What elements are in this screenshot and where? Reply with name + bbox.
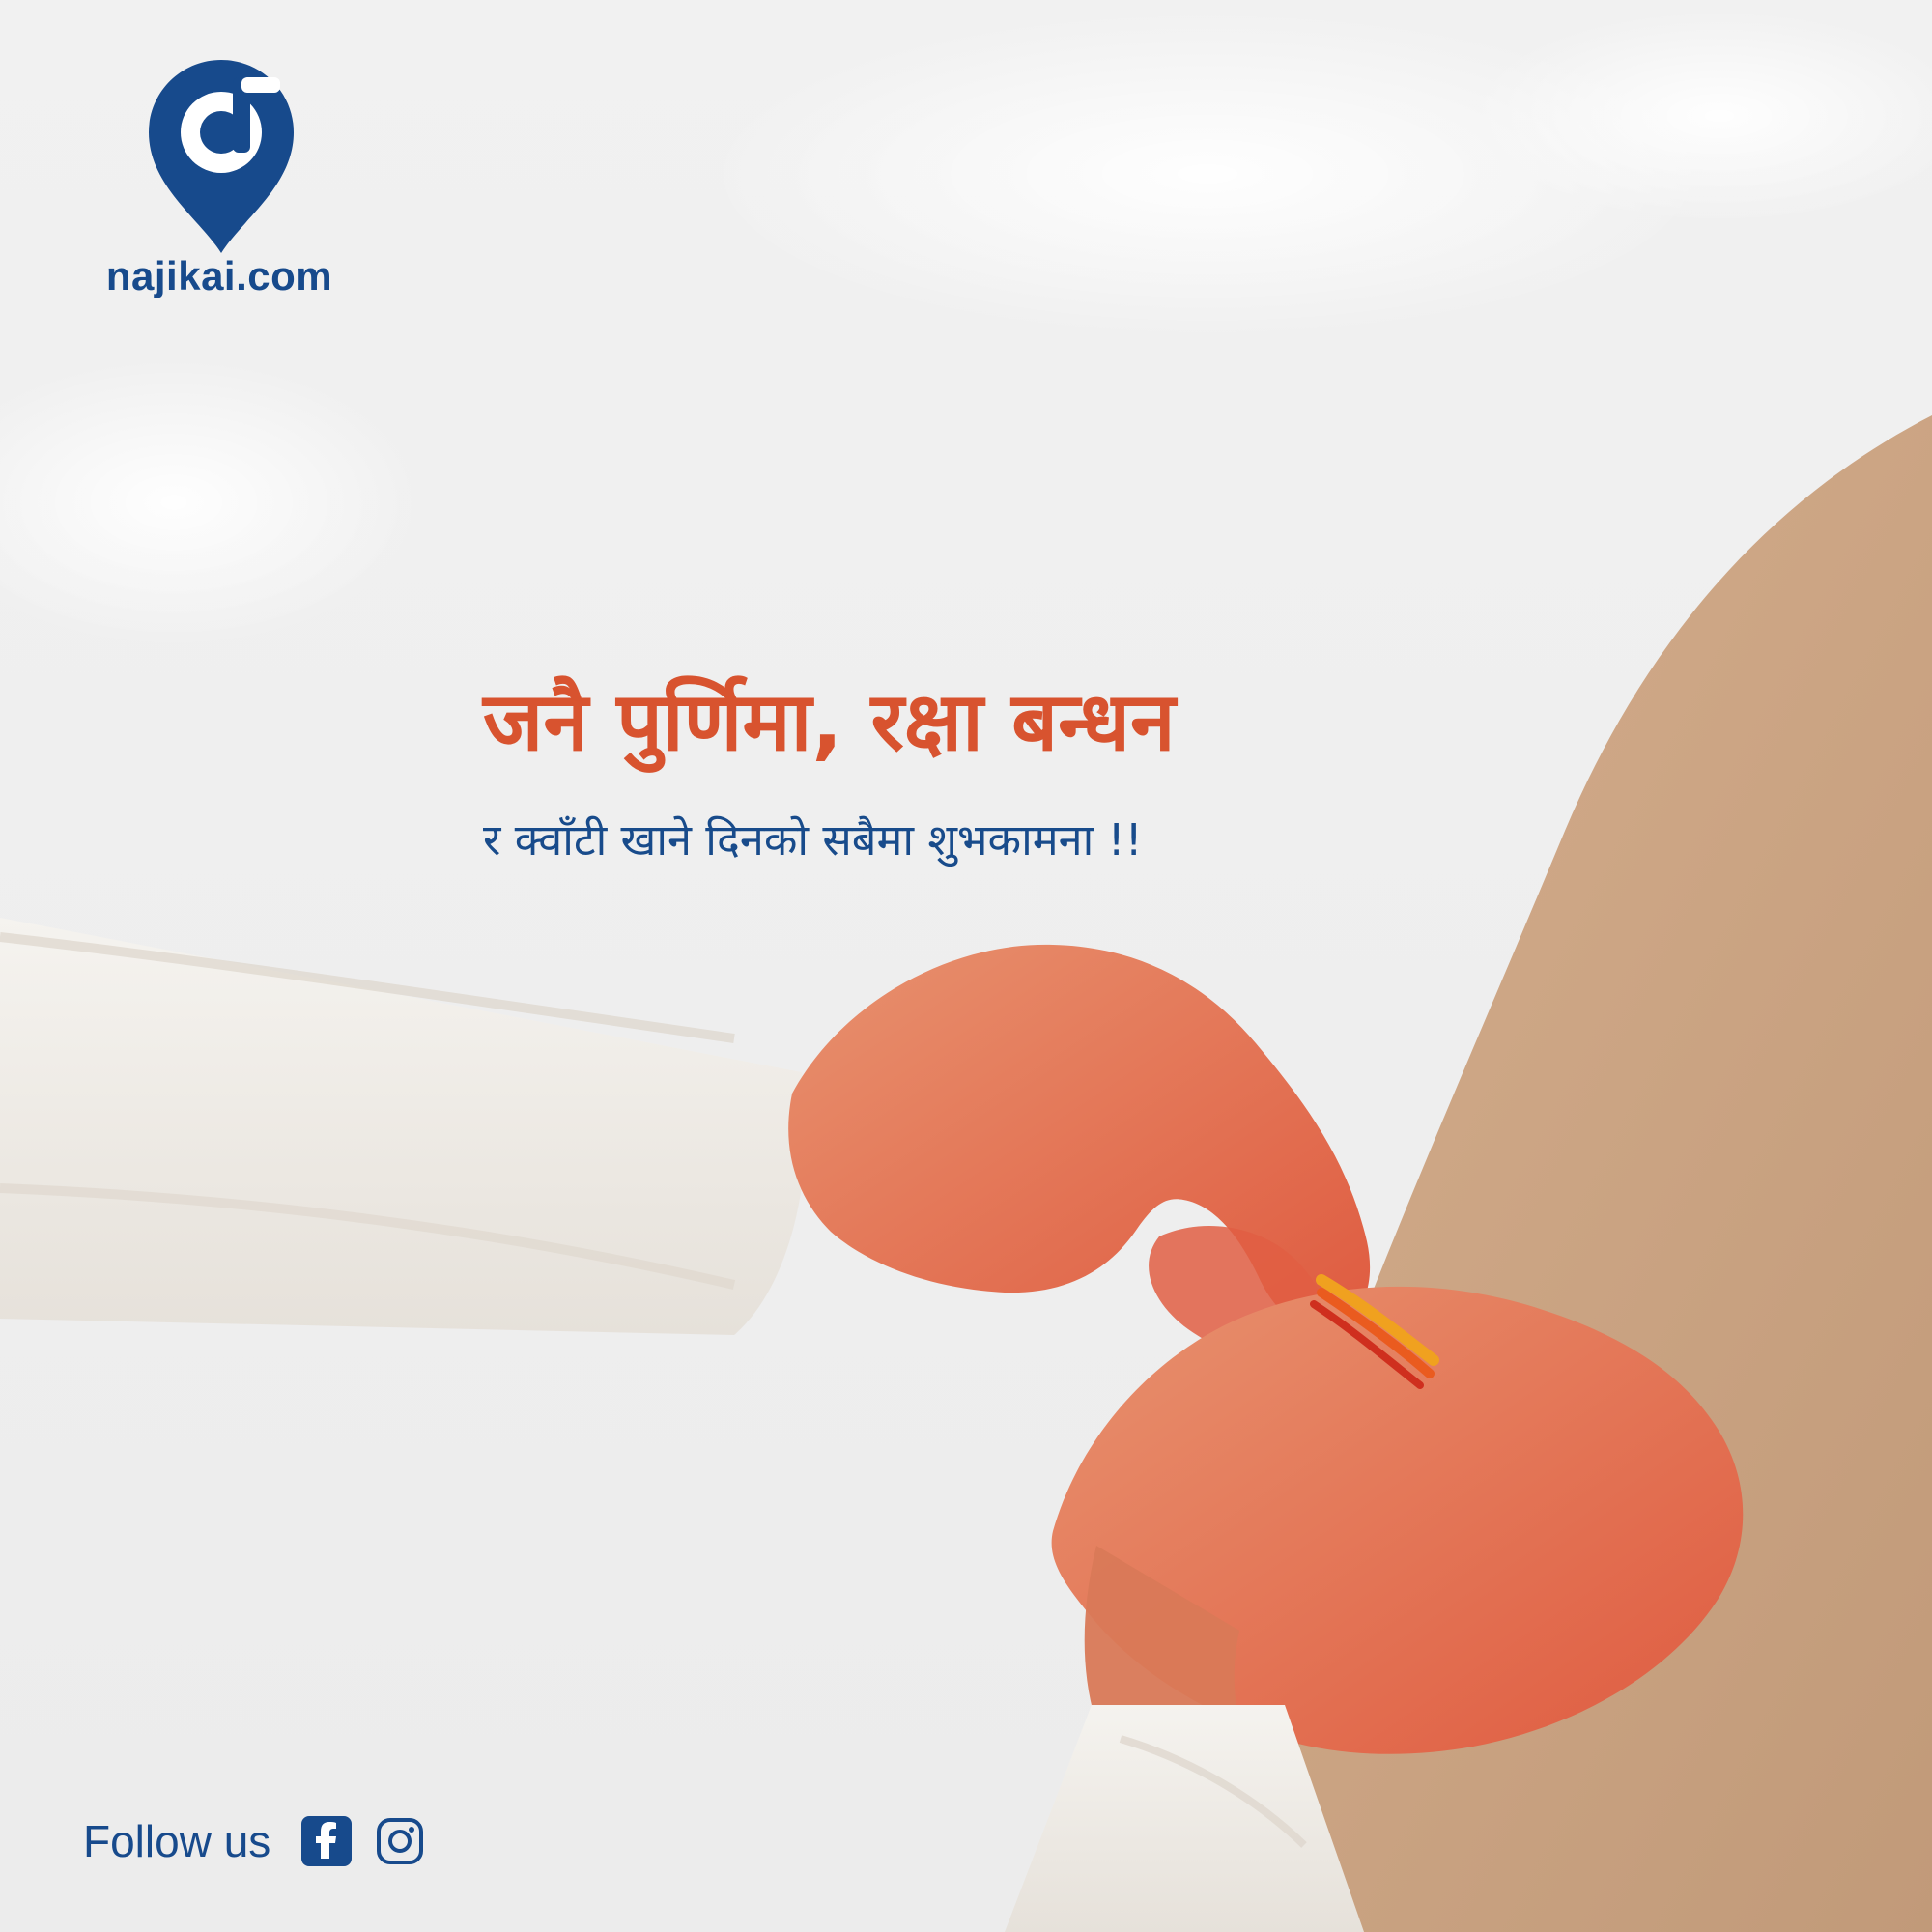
instagram-icon[interactable] bbox=[375, 1816, 425, 1866]
brand-name: najikai.com bbox=[105, 253, 333, 298]
brand-logo bbox=[89, 60, 350, 311]
follow-us-label: Follow us bbox=[83, 1816, 271, 1866]
greeting-subline: र क्वाँटी खाने दिनको सबैमा शुभकामना !! bbox=[483, 814, 1143, 866]
map-pin-icon bbox=[149, 60, 294, 253]
facebook-icon[interactable] bbox=[301, 1816, 352, 1866]
follow-us-section bbox=[83, 1812, 425, 1870]
greeting-headline: जनै पुर्णिमा, रक्षा बन्धन bbox=[483, 674, 1176, 769]
